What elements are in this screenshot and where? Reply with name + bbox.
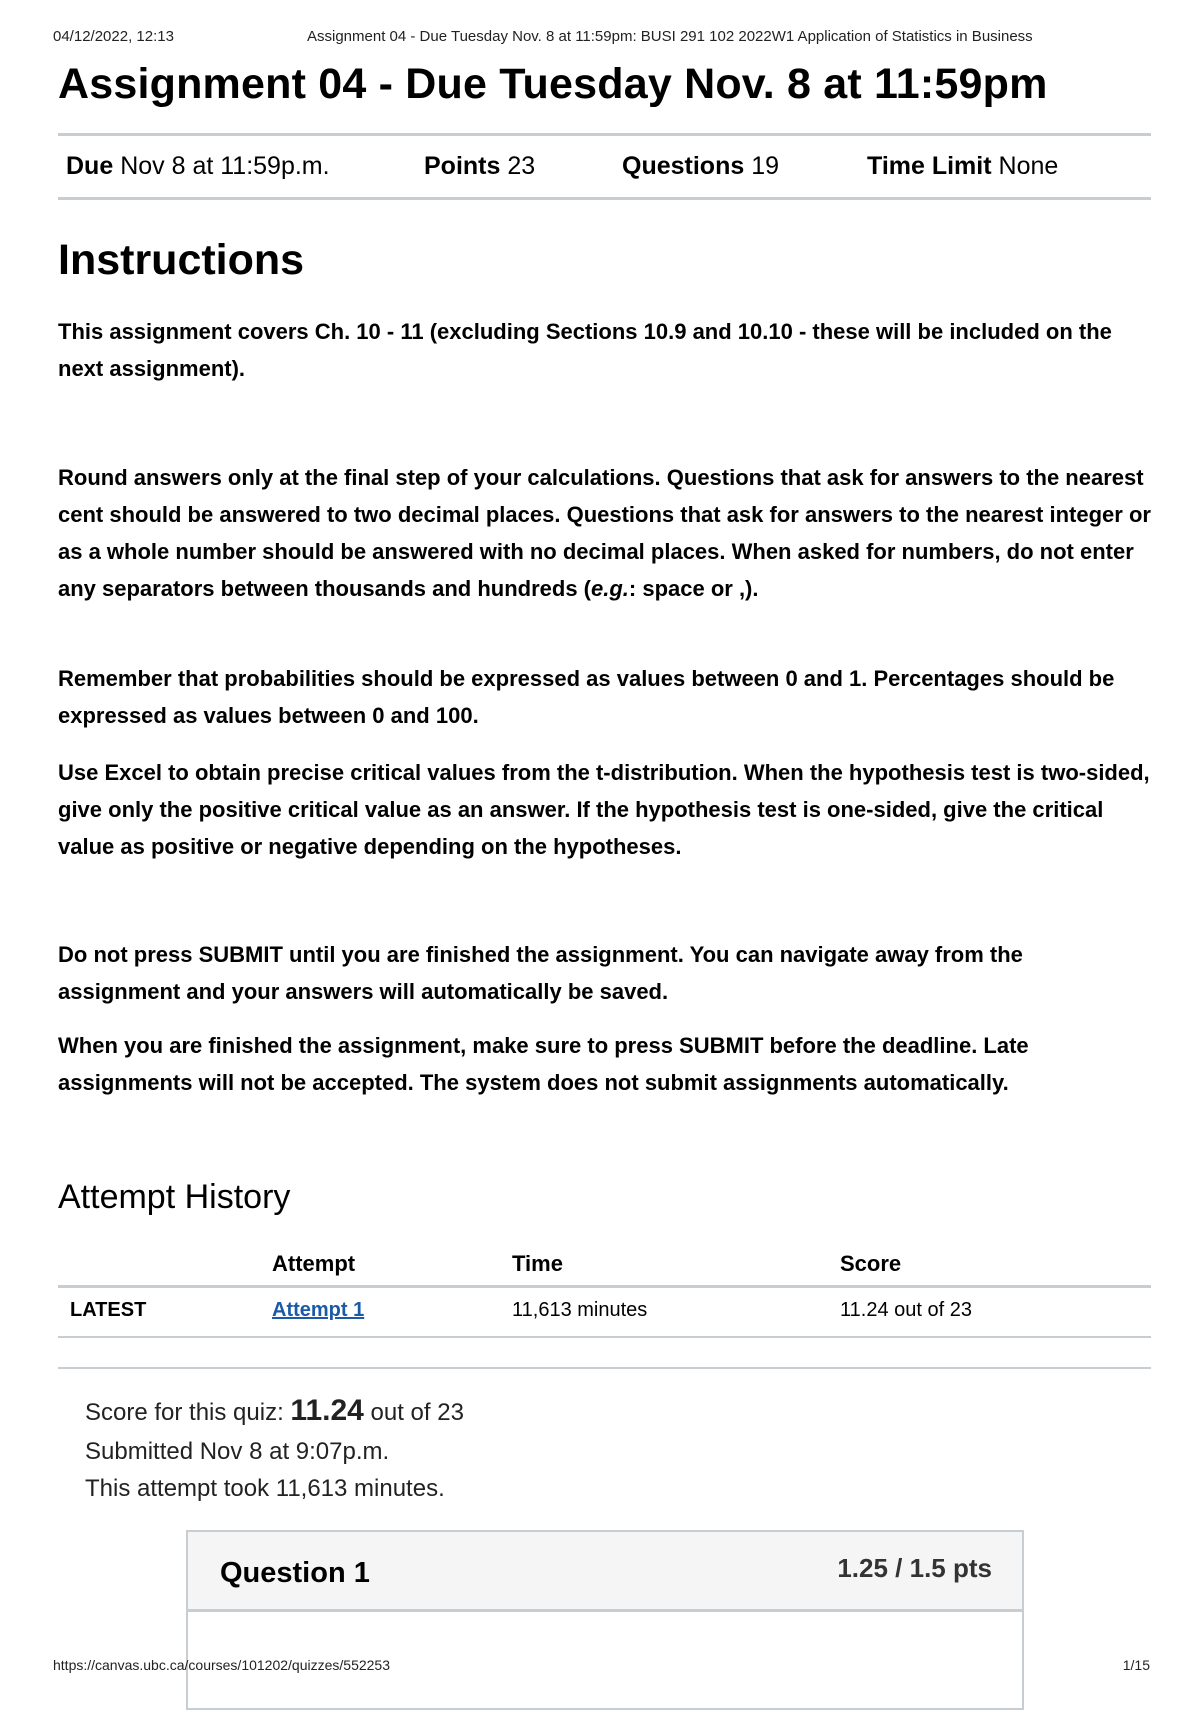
table-header-row bbox=[58, 1243, 1151, 1288]
question-points: 1.25 / 1.5 pts bbox=[837, 1553, 992, 1583]
quiz-meta-bar bbox=[58, 133, 1151, 200]
print-url: https://canvas.ubc.ca/courses/101202/quizzes/552253 bbox=[53, 1657, 390, 1673]
attempt-history-table bbox=[58, 1243, 1151, 1336]
print-date: 04/12/2022, 12:13 bbox=[53, 28, 174, 45]
meta-questions bbox=[622, 152, 779, 181]
score-prefix: Score for this quiz: bbox=[85, 1399, 291, 1426]
attempt-cell bbox=[272, 1299, 364, 1322]
instructions-paragraph: Use Excel to obtain precise critical values from the t-distribution. When the hypothesis test is two-sided, give only the positive critical value as an answer. If the hypothesis test is one-sided, give the critical value as positive or negative depending on the hypotheses. bbox=[58, 760, 1150, 859]
attempt-1-link[interactable]: Attempt 1 bbox=[272, 1299, 365, 1321]
submitted-line: Submitted Nov 8 at 9:07p.m. bbox=[85, 1438, 390, 1465]
question-title: Question 1 bbox=[220, 1557, 370, 1589]
section-divider bbox=[58, 1367, 1151, 1369]
duration-line: This attempt took 11,613 minutes. bbox=[85, 1475, 445, 1502]
question-card bbox=[186, 1530, 1024, 1710]
print-footer bbox=[53, 1657, 1150, 1677]
latest-label: LATEST bbox=[70, 1299, 147, 1321]
instructions-paragraph: This assignment covers Ch. 10 - 11 (excluding Sections 10.9 and 10.10 - these will be included on the next assignment). bbox=[58, 319, 1112, 381]
page-title: Assignment 04 - Due Tuesday Nov. 8 at 11:59pm bbox=[58, 60, 1048, 108]
meta-due bbox=[66, 152, 330, 181]
column-header-time: Time bbox=[512, 1251, 563, 1276]
print-page-number: 1/15 bbox=[1122, 1657, 1150, 1673]
column-header-attempt: Attempt bbox=[272, 1251, 356, 1276]
instructions-text: Round answers only at the final step of your calculations. Questions that ask for answers to the nearest cent should be answered to two decimal places. Questions that ask for answers to the nearest integer or as a whole number should be answered with no decimal places. When asked for numbers, do not enter any separators between thousands and hundreds ( bbox=[58, 465, 1151, 601]
time-cell: 11,613 minutes bbox=[512, 1299, 648, 1321]
meta-questions-label: Questions bbox=[622, 152, 745, 180]
print-document-title: Assignment 04 - Due Tuesday Nov. 8 at 11:59pm: BUSI 291 102 2022W1 Application of Statistics in Business bbox=[307, 28, 1033, 45]
instructions-paragraph: Do not press SUBMIT until you are finished the assignment. You can navigate away from the assignment and your answers will automatically be saved. bbox=[58, 942, 1023, 1004]
print-header bbox=[53, 28, 1150, 48]
instructions-text: : space or ,). bbox=[628, 576, 759, 601]
meta-points-label: Points bbox=[424, 152, 501, 180]
instructions-heading: Instructions bbox=[58, 236, 305, 284]
meta-time-limit bbox=[867, 152, 1058, 181]
table-row bbox=[58, 1288, 1151, 1338]
quiz-score-line bbox=[85, 1394, 464, 1428]
score-cell: 11.24 out of 23 bbox=[840, 1299, 972, 1321]
meta-time-limit-label: Time Limit bbox=[867, 152, 992, 180]
instructions-paragraph: Remember that probabilities should be expressed as values between 0 and 1. Percentages should be expressed as values between 0 and 100. bbox=[58, 666, 1115, 728]
meta-due-value: Nov 8 at 11:59p.m. bbox=[120, 152, 330, 180]
meta-time-limit-value: None bbox=[998, 152, 1059, 180]
instructions-paragraph: When you are finished the assignment, make sure to press SUBMIT before the deadline. Late assignments will not be accepted. The system does not submit assignments automatically. bbox=[58, 1033, 1029, 1095]
instructions-emphasis: e.g. bbox=[591, 576, 629, 601]
meta-due-label: Due bbox=[66, 152, 114, 180]
meta-points bbox=[424, 152, 535, 181]
meta-points-value: 23 bbox=[507, 152, 536, 180]
question-header bbox=[188, 1532, 1022, 1612]
column-header-score: Score bbox=[840, 1251, 902, 1276]
instructions-paragraph bbox=[58, 459, 1151, 607]
meta-questions-value: 19 bbox=[751, 152, 780, 180]
score-value: 11.24 bbox=[290, 1394, 364, 1427]
score-suffix: out of 23 bbox=[363, 1399, 464, 1426]
attempt-history-heading: Attempt History bbox=[58, 1178, 291, 1216]
